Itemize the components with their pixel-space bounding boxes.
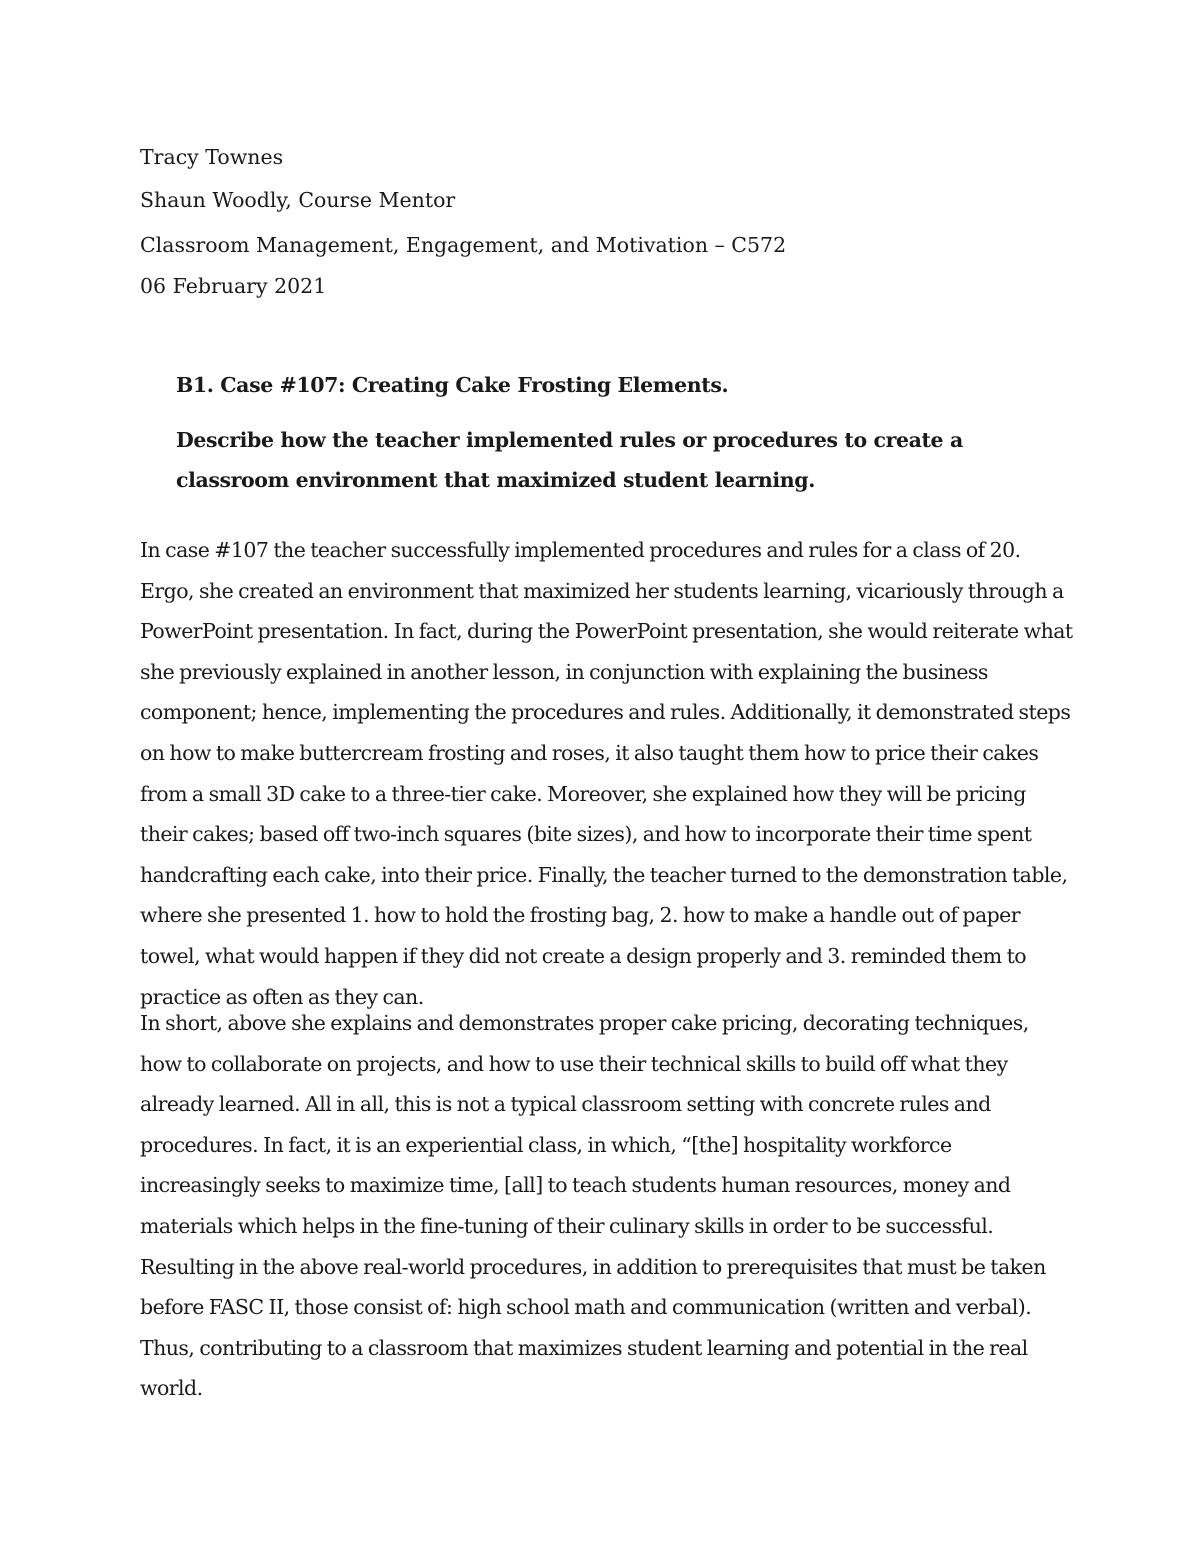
body-paragraph-2: In short, above she explains and demonstrates proper cake pricing, decorating techniques, how to collaborate on projects, and how to use their technical skills to build off what they already learned. All in all, this is not a typical classroom setting with concrete rules and procedures. In fact, it is an experiential class, in which, “[the] hospitality workforce increasingly seeks to maximize time, [all] to teach students human resources, money and materials which helps in the fine-tuning of their culinary skills in order to be successful. Resulting in the above real-world procedures, in addition to prerequisites that must be taken before FASC II, those consist of: high school math and communication (written and verbal). Thus, contributing to a classroom that maximizes student learning and potential in the real world. <box>140 1011 1046 1401</box>
course-mentor: Shaun Woodly, Course Mentor <box>140 188 456 212</box>
section-title: B1. Case #107: Creating Cake Frosting Elements. <box>176 373 729 397</box>
author-name: Tracy Townes <box>140 145 284 169</box>
body-paragraph-1: In case #107 the teacher successfully implemented procedures and rules for a class of 20. Ergo, she created an environment that maximized her students learning, vicariously through a PowerPoint presentation. In fact, during the PowerPoint presentation, she would reiterate what she previously explained in another lesson, in conjunction with explaining the business component; hence, implementing the procedures and rules. Additionally, it demonstrated steps on how to make buttercream frosting and roses, it also taught them how to price their cakes from a small 3D cake to a three-tier cake. Moreover, she explained how they will be pricing their cakes; based off two-inch squares (bite sizes), and how to incorporate their time spent handcrafting each cake, into their price. Finally, the teacher turned to the demonstration table, where she presented 1. how to hold the frosting bag, 2. how to make a handle out of paper towel, what would happen if they did not create a design properly and 3. reminded them to practice as often as they can. <box>140 538 1073 1009</box>
course-title: Classroom Management, Engagement, and Motivation – C572 <box>140 233 787 257</box>
section-prompt: Describe how the teacher implemented rules or procedures to create a classroom environment that maximized student learning. <box>176 428 963 492</box>
document-date: 06 February 2021 <box>140 274 327 298</box>
